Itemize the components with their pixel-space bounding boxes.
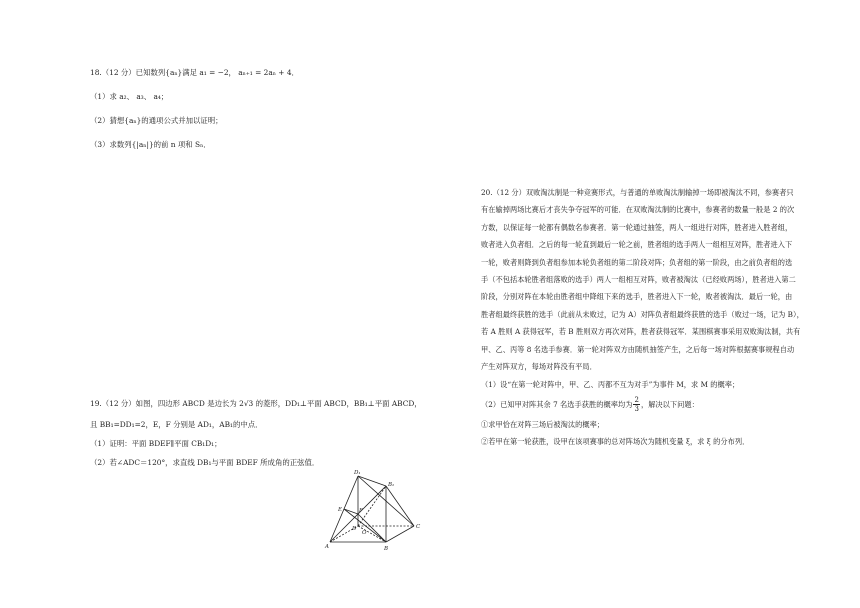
q20-line: 产生对阵双方，每场对阵没有平局． xyxy=(481,362,597,372)
label-b: B xyxy=(384,546,389,552)
label-a: A xyxy=(325,544,329,550)
q20-line: 甲、乙、丙等 8 名选手参赛．第一轮对阵双方由随机抽签产生，之后每一场对阵根据赛事规程自动 xyxy=(481,344,795,354)
q19-figure xyxy=(318,466,428,552)
label-b1: B₁ xyxy=(388,482,395,488)
q20-line: 阶段，分别对阵在本轮由胜者组中降组下来的选手，胜者进入下一轮，败者被淘汰．最后一轮，由 xyxy=(481,292,793,302)
q20-part2-text: （2）已知甲对阵其余 7 名选手获胜的概率均为 xyxy=(481,399,633,409)
label-o: O xyxy=(362,530,367,536)
label-d1: D₁ xyxy=(354,470,361,476)
fraction-denominator: 3 xyxy=(634,405,639,414)
probability-fraction xyxy=(633,396,640,413)
label-e: E xyxy=(338,507,343,513)
q20-line: 一轮，败者则降到负者组参加本轮负者组的第二阶段对阵；负者组的第一阶段，由之前负者组的选 xyxy=(481,257,793,267)
question-18 xyxy=(90,68,420,150)
label-d: D xyxy=(352,526,357,532)
q20-part2 xyxy=(481,394,811,416)
q20-part2-2: ②若甲在第一轮获胜，设甲在该项赛事的总对阵场次为随机变量 ξ，求 ξ 的分布列． xyxy=(481,437,750,447)
q18-stem: 18.（12 分）已知数列{aₙ}满足 a₁ = −2， aₙ₊₁ = 2aₙ + 4． xyxy=(90,68,299,77)
label-f: F xyxy=(359,508,363,514)
q20-line: 手（不包括本轮胜者组落败的选手）两人一组相互对阵，败者被淘汰（已经败两场），胜者进入第二 xyxy=(481,275,796,285)
q20-line: 若 A 胜则 A 获得冠军，若 B 胜则双方再次对阵，胜者获得冠军．某围棋赛事采用双败淘汰制，共有 xyxy=(481,327,801,337)
q18-part1: （1）求 a₂、 a₃、 a₄； xyxy=(90,92,169,101)
q19-part1: （1）证明：平面 BDEF∥平面 CB₁D₁； xyxy=(90,439,222,448)
fraction-numerator: 2 xyxy=(634,396,639,405)
q19-stem-2: 且 BB₁=DD₁=2，E，F 分别是 AD₁，AB₁的中点． xyxy=(90,420,263,429)
q20-line: 20.（12 分）双败淘汰制是一种竞赛形式，与普通的单败淘汰制输掉一场即被淘汰不同，参赛者只 xyxy=(481,188,794,197)
q20-line: 胜者组最终获胜的选手（此前从未败过，记为 A）对阵负者组最终获胜的选手（败过一场，记为 B）， xyxy=(481,309,804,319)
question-19 xyxy=(90,399,420,468)
q19-part2: （2）若∠ADC＝120°，求直线 DB₁与平面 BDEF 所成角的正弦值． xyxy=(90,458,320,467)
q20-line: 方数，以保证每一轮都有偶数名参赛者．第一轮通过抽签，两人一组进行对阵，胜者进入胜者组， xyxy=(481,222,793,232)
q20-part1: （1）设“在第一轮对阵中，甲、乙、丙都不互为对手”为事件 M，求 M 的概率； xyxy=(481,380,740,390)
q20-line: 有在输掉两场比赛后才丧失争夺冠军的可能．在双败淘汰制的比赛中，参赛者的数量一般是 2 的次 xyxy=(481,205,795,215)
q19-stem: 19.（12 分）如图，四边形 ABCD 是边长为 2√3 的菱形，DD₁⊥平面 ABCD，BB₁⊥平面 ABCD， xyxy=(90,399,422,408)
q18-part2: （2）猜想{aₙ}的通项公式并加以证明； xyxy=(90,116,223,125)
question-20 xyxy=(481,184,811,451)
q20-line: 败者进入负者组．之后的每一轮直到最后一轮之前，胜者组的选手两人一组相互对阵，胜者进入下 xyxy=(481,240,793,250)
q20-part2-1: ①求甲恰在对阵三场后被淘汰的概率； xyxy=(481,419,605,429)
label-c: C xyxy=(416,524,421,530)
q18-part3: （3）求数列{|aₙ|}的前 n 项和 Sₙ． xyxy=(90,140,211,149)
q20-part2-tail: ，解决以下问题： xyxy=(640,399,699,409)
q20-body xyxy=(481,184,811,375)
